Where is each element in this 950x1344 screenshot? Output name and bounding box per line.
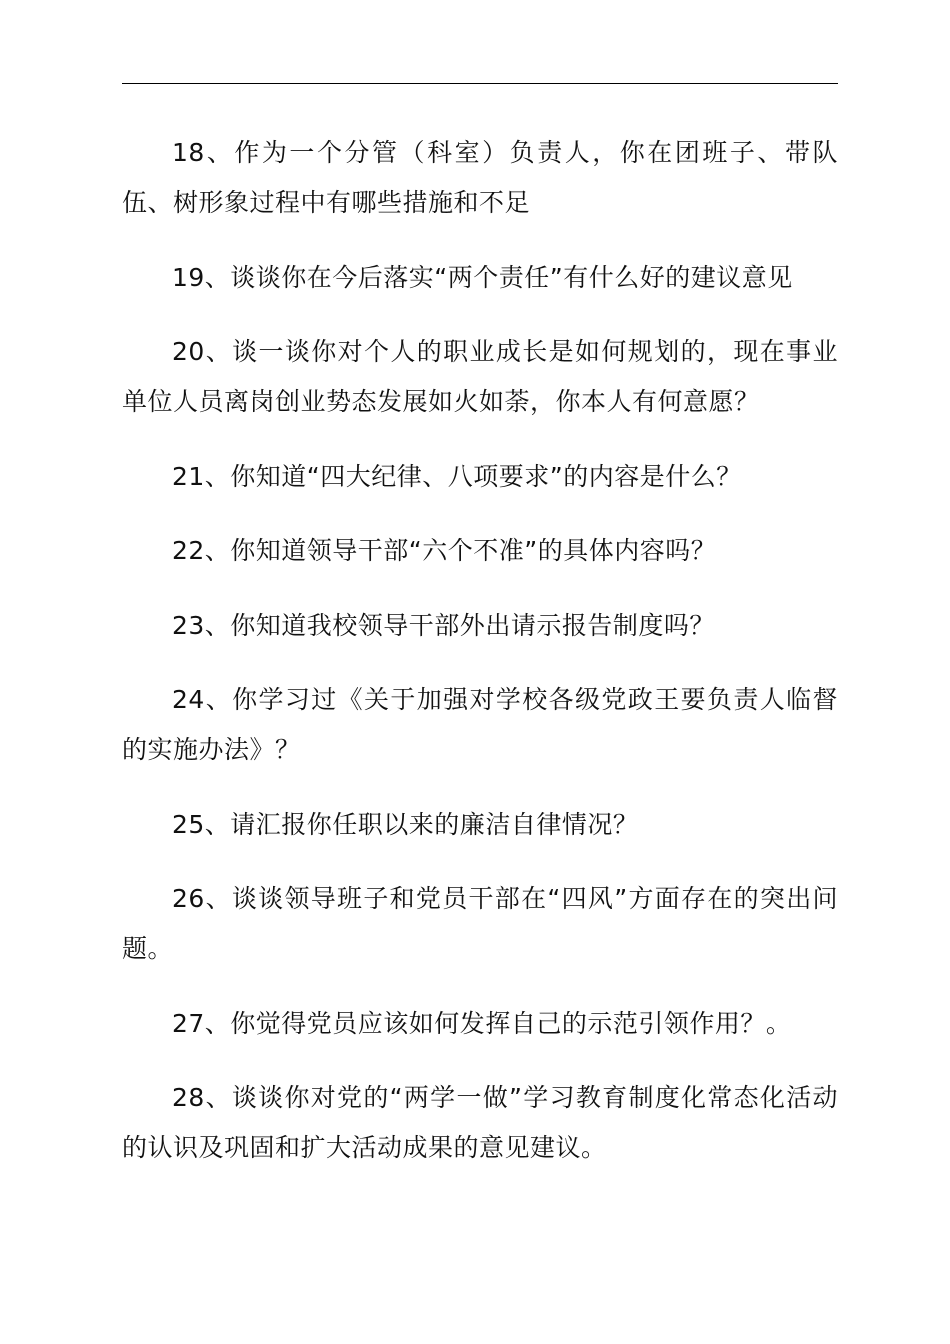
question-26: 26、谈谈领导班子和党员干部在“四风”方面存在的突出问题。 — [122, 884, 838, 963]
question-22: 22、你知道领导干部“六个不准”的具体内容吗？ — [172, 536, 717, 565]
question-24: 24、你学习过《关于加强对学校各级党政王要负责人临督的实施办法》？ — [122, 685, 838, 764]
question-23: 23、你知道我校领导干部外出请示报告制度吗？ — [172, 610, 715, 640]
question-28: 28、谈谈你对党的“两学一做”学习教育制度化常态化活动的认识及巩固和扩大活动成果的意见建议。 — [122, 1083, 838, 1162]
question-27: 27、你觉得党员应该如何发挥自己的示范引领作用？。 — [172, 1008, 792, 1038]
question-18: 18、作为一个分管（科室）负责人，你在团班子、带队伍、树形象过程中有哪些措施和不足 — [122, 138, 838, 217]
question-25: 25、请汇报你任职以来的廉洁自律情况？ — [172, 809, 639, 839]
question-21: 21、你知道“四大纪律、八项要求”的内容是什么？ — [172, 461, 742, 491]
header-rule — [122, 83, 838, 84]
question-19: 19、谈谈你在今后落实“两个责任”有什么好的建议意见 — [172, 262, 793, 292]
question-20: 20、谈一谈你对个人的职业成长是如何规划的，现在事业单位人员离岗创业势态发展如火如荼，你本人有何意愿？ — [122, 337, 838, 416]
document-body — [122, 128, 838, 1198]
